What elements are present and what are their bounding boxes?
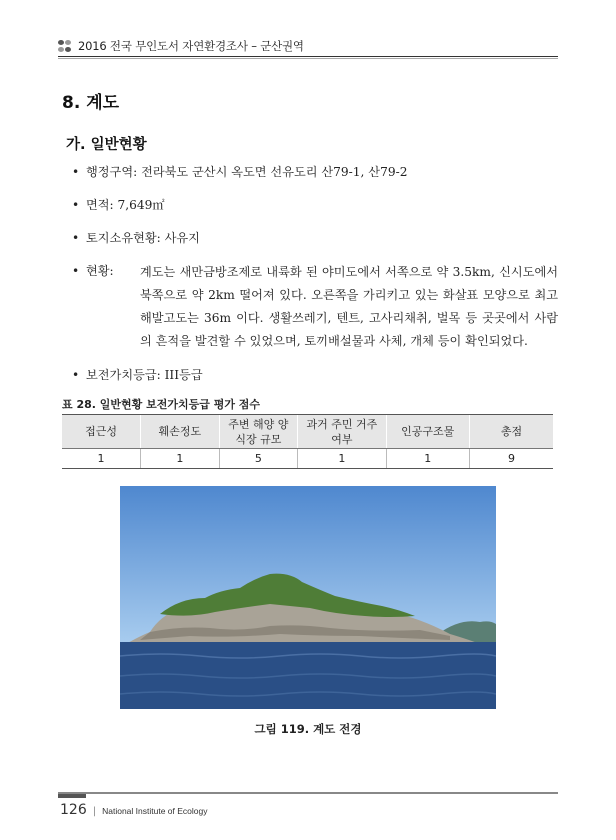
running-header xyxy=(58,36,558,56)
page-number: 126 xyxy=(60,802,87,818)
list-item-admin: • 행정구역: 전라북도 군산시 옥도면 선유도리 산79-1, 산79-2 xyxy=(72,162,558,183)
status-label: • 현황: xyxy=(86,264,114,278)
header-dots-icon xyxy=(58,40,72,52)
list-item-area: • 면적: 7,649㎡ xyxy=(72,195,558,216)
footer-organization: National Institute of Ecology xyxy=(102,806,208,816)
table-cell: 5 xyxy=(219,449,298,469)
status-body: 계도는 새만금방조제로 내륙화 된 야미도에서 서쪽으로 약 3.5km, 신시도에서 북쪽으로 약 2km 떨어져 있다. 오른쪽을 가리키고 있는 화살표 모양으로 최고해발고도는 36m 이다. 생활쓰레기, 텐트, 고사리채취, 벌목 등 곳곳에서 사람의 흔적을 발견할 수 있었으며, 토끼배설물과 사체, 개체 등이 확인되었다. xyxy=(140,265,558,348)
table-cell: 1 xyxy=(386,449,469,469)
score-table xyxy=(62,414,553,469)
table-header-cell: 훼손정도 xyxy=(141,415,220,449)
table-header-cell: 총점 xyxy=(469,415,553,449)
table-cell: 1 xyxy=(141,449,220,469)
table-header-cell: 과거 주민 거주 여부 xyxy=(298,415,386,449)
table-caption: 표 28. 일반현황 보전가치등급 평가 점수 xyxy=(62,398,261,411)
subsection-title: 가. 일반현황 xyxy=(66,137,147,153)
figure-caption: 그림 119. 계도 전경 xyxy=(254,722,362,736)
island-photo xyxy=(120,486,496,709)
footer-accent xyxy=(58,794,86,798)
table-header-row xyxy=(62,415,553,449)
section-title: 8. 계도 xyxy=(62,93,120,113)
overview-list xyxy=(72,162,558,398)
footer-rule xyxy=(58,792,558,794)
header-rule-thin xyxy=(58,58,558,59)
table-row xyxy=(62,449,553,469)
page-footer xyxy=(60,802,207,818)
footer-separator: | xyxy=(92,806,97,817)
list-item-status xyxy=(72,261,558,353)
header-rule xyxy=(58,56,558,57)
header-title: 2016 전국 무인도서 자연환경조사 – 군산권역 xyxy=(78,39,304,53)
table-header-cell: 접근성 xyxy=(62,415,141,449)
table-header-cell: 주변 해양 양식장 규모 xyxy=(219,415,298,449)
list-item-grade: • 보전가치등급: III등급 xyxy=(72,365,558,386)
table-cell: 1 xyxy=(298,449,386,469)
table-cell: 9 xyxy=(469,449,553,469)
list-item-ownership: • 토지소유현황: 사유지 xyxy=(72,228,558,249)
table-cell: 1 xyxy=(62,449,141,469)
table-header-cell: 인공구조물 xyxy=(386,415,469,449)
